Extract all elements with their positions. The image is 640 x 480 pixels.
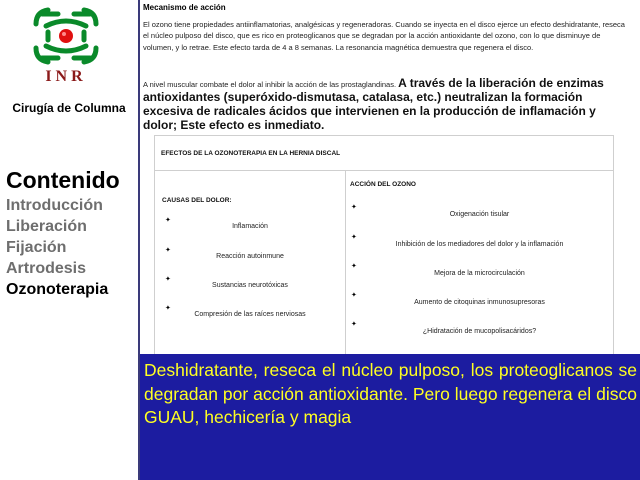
bullet-icon: ✦ [165,217,171,224]
table-row [155,275,345,287]
table-row [155,304,345,316]
action-item: Inhibición de los mediadores del dolor y la inflamación [395,241,564,248]
contents-heading: Contenido [6,167,120,193]
contents-list [6,166,120,300]
table-title-row [155,136,613,171]
bullet-icon: ✦ [351,234,357,241]
table-row [346,291,613,306]
ozone-action-header: ACCIÓN DEL OZONO [350,181,416,188]
ozone-action-column [346,170,613,354]
table-row [346,233,613,248]
inr-emblem-icon [28,4,104,68]
contents-item-ozonoterapia[interactable]: Ozonoterapia [6,281,109,298]
table-row [346,203,613,218]
contents-item-introduccion[interactable]: Introducción [6,197,103,214]
contents-item-fijacion[interactable]: Fijación [6,239,67,256]
action-item: ¿Hidratación de mucopolisacáridos? [422,328,537,335]
document-excerpt [140,0,640,354]
paragraph-2-small-text: A nivel muscular combate el dolor al inhibir la acción de las prostaglandinas. [143,80,397,89]
section-subtitle: Cirugía de Columna [12,101,126,115]
action-item: Oxigenación tisular [449,211,510,218]
document-title: Mecanismo de acción [143,3,226,12]
table-row [346,262,613,277]
logo-text: INR [45,68,87,85]
document-paragraph-1: El ozono tiene propiedades antiinflamatorias, analgésicas y regeneradoras. Cuando se inyecta en el disco ejerce un efecto deshidratante, reseca el núcleo pulposo del disco, que es rico en proteoglicanos que se degradan por la acción antioxidante del ozono, con lo que disminuye de volumen, y lo retrae. Este efecto tarda de 4 a 8 semanas. La resonancia magnética demuestra que regenera el disco. [143,20,625,52]
contents-item-artrodesis[interactable]: Artrodesis [6,260,87,277]
table-title: EFECTOS DE LA OZONOTERAPIA EN LA HERNIA DISCAL [161,150,341,157]
bullet-icon: ✦ [351,292,357,299]
document-paragraph-2 [143,77,627,133]
causes-column [155,170,345,354]
action-item: Mejora de la microcirculación [434,270,525,277]
bullet-icon: ✦ [351,204,357,211]
cause-item: Reacción autoinmune [216,253,284,260]
caption-box [140,354,640,480]
table-row [155,246,345,258]
bullet-icon: ✦ [351,321,357,328]
contents-item-liberacion[interactable]: Liberación [6,218,87,235]
cause-item: Sustancias neurotóxicas [212,282,288,289]
caption-text: Deshidratante, reseca el núcleo pulposo, los proteoglicanos se degradan por acción antioxidante. Pero luego regenera el disco GUAU, hechicería y magia [144,360,637,427]
cause-item: Compresión de las raíces nerviosas [194,311,306,318]
inr-logo [28,4,104,90]
paragraph-2-large-text: A través de la liberación de enzimas antioxidantes (superóxido-dismutasa, catalasa, etc.) neutralizan la formación excesiva de radicales ácidos que intervienen en la producción de inflamación y dolor; Este efecto es inmediato. [143,76,604,132]
bullet-icon: ✦ [351,263,357,270]
cause-item: Inflamación [232,223,268,230]
bullet-icon: ✦ [165,305,171,312]
causes-header: CAUSAS DEL DOLOR: [162,197,232,204]
bullet-icon: ✦ [165,276,171,283]
effects-table [154,135,614,354]
sidebar [0,0,138,480]
table-row [346,320,613,335]
table-row [155,216,345,228]
bullet-icon: ✦ [165,247,171,254]
action-item: Aumento de citoquinas inmunosupresoras [414,299,545,306]
